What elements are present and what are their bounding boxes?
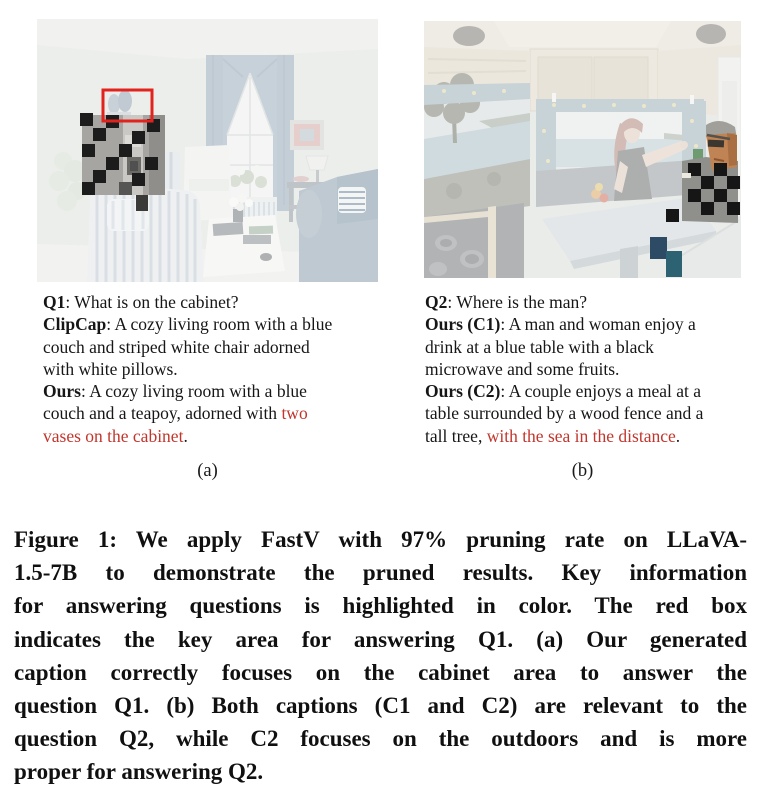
bold-label: Q2 <box>425 292 448 312</box>
text-line <box>43 313 379 335</box>
living-room-scene <box>37 19 378 282</box>
rv-interior-scene <box>424 21 741 278</box>
highlighted-text: with the sea in the distance <box>486 425 676 446</box>
figure-caption <box>14 523 747 789</box>
panel-b-caption-text <box>425 291 755 447</box>
text-segment: with white pillows. <box>43 358 178 379</box>
text-segment: drink at a blue table with a black <box>425 336 654 357</box>
highlighted-text: vases on the cabinet <box>43 425 184 446</box>
bold-label: ClipCap <box>43 314 107 335</box>
text-line <box>43 380 379 402</box>
caption-line: caption correctly focuses on the cabinet area to answer the <box>14 659 747 685</box>
text-line <box>425 313 755 335</box>
text-segment: . <box>675 425 681 446</box>
highlighted-text: two <box>281 403 308 424</box>
text-line <box>425 336 755 358</box>
caption-line: for answering questions is highlighted in color. The red box <box>14 593 747 619</box>
subfigure-label-b: (b) <box>571 461 594 481</box>
text-segment: tall tree, <box>425 425 487 446</box>
text-segment: table surrounded by a wood fence and a <box>425 403 704 424</box>
text-line <box>425 402 755 424</box>
text-segment: . <box>183 425 188 446</box>
caption-line: Figure 1: We apply FastV with 97% pruning rate on LLaVA- <box>14 527 747 552</box>
text-segment: : A cozy living room with a blue <box>106 314 333 335</box>
rv-interior-image <box>424 21 741 278</box>
caption-line: proper for answering Q2. <box>14 759 264 785</box>
bold-label: Ours <box>43 381 81 402</box>
kept-navy-patch <box>650 237 667 259</box>
text-line <box>425 358 755 380</box>
text-segment: : A couple enjoys a meal at a <box>500 381 702 402</box>
panel-a-caption-text <box>43 291 379 447</box>
bold-label: Q1 <box>43 292 66 312</box>
caption-line: 1.5-7B to demonstrate the pruned results. Key information <box>14 560 747 586</box>
caption-line: question Q1. (b) Both captions (C1 and C2) are relevant to the <box>14 693 747 719</box>
bold-label: Ours (C2) <box>425 381 501 402</box>
text-line <box>43 402 379 424</box>
kept-teal-patch <box>666 251 682 277</box>
caption-line: indicates the key area for answering Q1. (a) Our generated <box>14 626 747 652</box>
sunglasses <box>708 140 724 148</box>
text-segment: couch and striped white chair adorned <box>43 336 310 357</box>
text-line <box>425 380 755 402</box>
text-segment: : What is on the cabinet? <box>65 292 239 312</box>
text-line <box>43 336 379 358</box>
text-segment: : Where is the man? <box>447 292 587 312</box>
caption-line: question Q2, while C2 focuses on the outdoors and is more <box>14 726 747 752</box>
bold-label: Ours (C1) <box>425 314 501 335</box>
text-segment: microwave and some fruits. <box>425 358 620 379</box>
text-line <box>43 425 379 447</box>
subfigure-label-a: (a) <box>197 461 218 481</box>
text-line <box>43 291 379 313</box>
text-segment: : A cozy living room with a blue <box>80 381 307 402</box>
living-room-image <box>37 19 378 282</box>
text-line <box>425 425 755 447</box>
text-line <box>43 358 379 380</box>
text-segment: : A man and woman enjoy a <box>500 314 696 335</box>
text-line <box>425 291 755 313</box>
text-segment: couch and a teapoy, adorned with <box>43 403 282 424</box>
